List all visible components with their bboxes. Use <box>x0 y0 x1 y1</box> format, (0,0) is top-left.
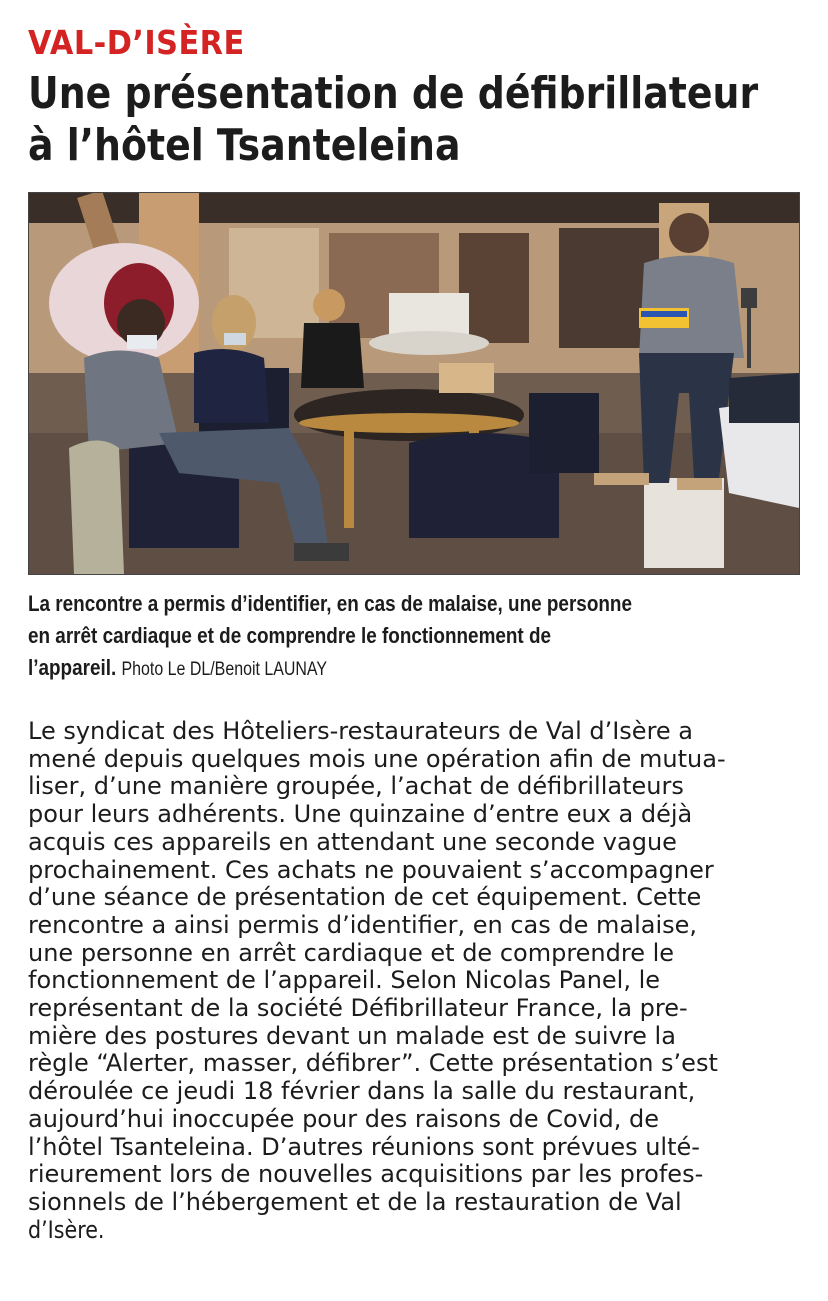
headline-line: Une présentation de défibrillateur <box>28 68 759 119</box>
body-line: aujourd’hui inoccupée pour des raisons de Covid, de <box>28 1104 660 1133</box>
caption-line-end: l’appareil. <box>28 655 117 680</box>
photo-credit: Photo Le DL/Benoit LAUNAY <box>121 659 328 680</box>
photo-illustration <box>29 193 799 574</box>
body-line: sionnels de l’hébergement et de la restauration de Val <box>28 1187 682 1216</box>
caption-line: La rencontre a permis d’identifier, en cas de malaise, une personne <box>28 591 632 616</box>
body-line: règle “Alerter, masser, défibrer”. Cette présentation s’est <box>28 1049 718 1078</box>
body-line: rieurement lors de nouvelles acquisitions par les profes- <box>28 1160 704 1189</box>
body-line: une personne en arrêt cardiaque et de comprendre le <box>28 938 675 967</box>
body-line: rencontre a ainsi permis d’identifier, en cas de malaise, <box>28 910 698 939</box>
body-line: Le syndicat des Hôteliers-restaurateurs de Val d’Isère a <box>28 717 694 745</box>
headline-line: à l’hôtel Tsanteleina <box>28 120 461 171</box>
body-line: fonctionnement de l’appareil. Selon Nicolas Panel, le <box>28 966 661 995</box>
body-line: d’Isère. <box>28 1215 105 1244</box>
body-line: acquis ces appareils en attendant une seconde vague <box>28 827 677 856</box>
body-line: d’une séance de présentation de cet équipement. Cette <box>28 883 702 912</box>
caption-line: en arrêt cardiaque et de comprendre le fonctionnement de <box>28 623 552 648</box>
body-line: pour leurs adhérents. Une quinzaine d’entre eux a déjà <box>28 800 693 829</box>
body-line: mière des postures devant un malade est de suivre la <box>28 1021 676 1050</box>
body-line: l’hôtel Tsanteleina. D’autres réunions sont prévues ulté- <box>28 1132 700 1161</box>
body-line: représentant de la société Défibrillateur France, la pre- <box>28 994 688 1023</box>
headline <box>28 68 768 172</box>
article-body <box>28 718 800 1244</box>
section-kicker: VAL-D’ISÈRE <box>28 23 245 62</box>
photo-caption <box>28 588 818 686</box>
body-line: déroulée ce jeudi 18 février dans la salle du restaurant, <box>28 1077 696 1106</box>
caption-line <box>28 652 692 686</box>
body-line: prochainement. Ces achats ne pouvaient s’accompagner <box>28 855 714 884</box>
body-line: liser, d’une manière groupée, l’achat de défibrillateurs <box>28 772 684 801</box>
body-line: mené depuis quelques mois une opération afin de mutua- <box>28 744 726 773</box>
article-photo <box>28 192 800 575</box>
